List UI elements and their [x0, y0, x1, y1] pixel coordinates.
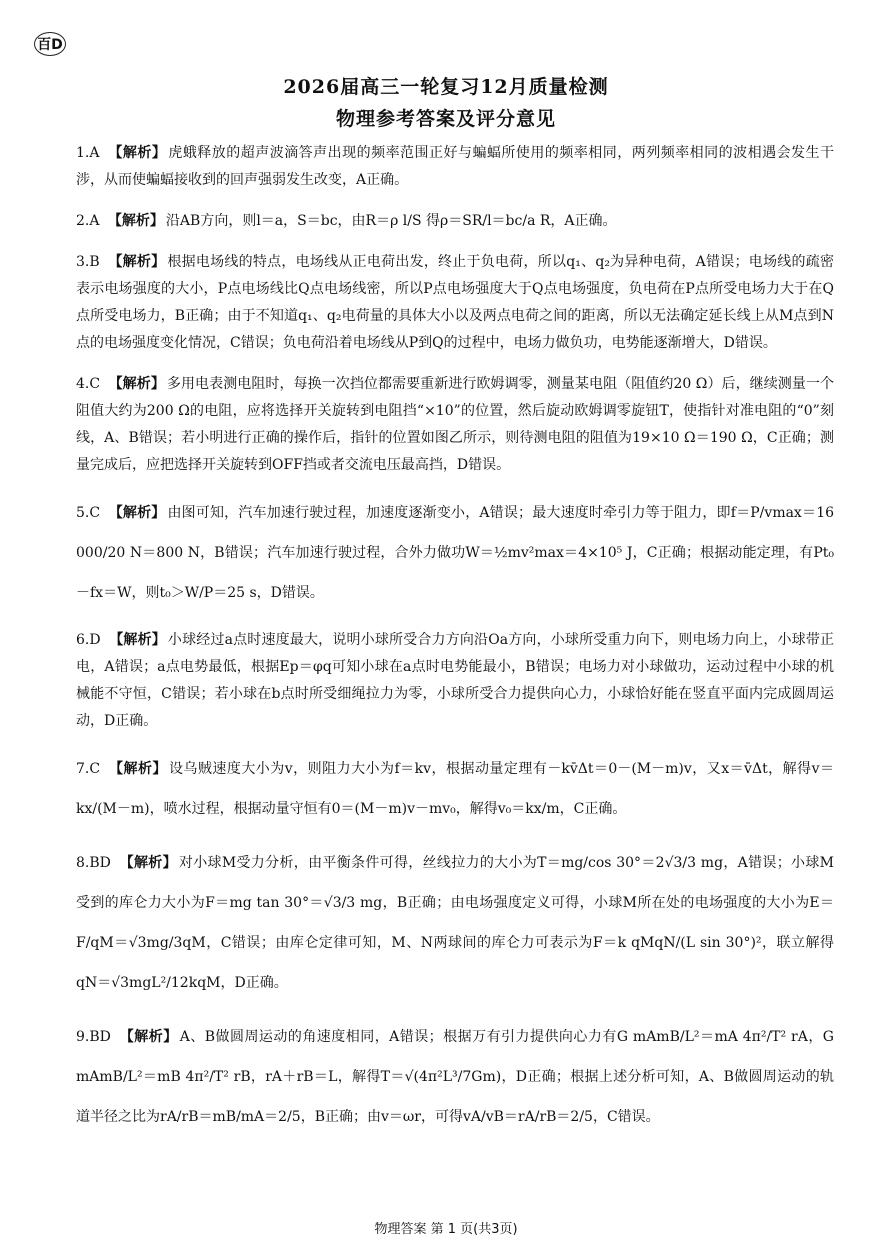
- analysis-tag: 【解析】: [119, 855, 177, 871]
- answer-item-6: [76, 627, 834, 735]
- answer-item-3: [76, 249, 834, 357]
- analysis-tag: 【解析】: [107, 213, 164, 229]
- answer-number: 6.D: [76, 632, 101, 648]
- answer-item-8: [76, 843, 834, 1003]
- answer-number: 2.A: [76, 213, 100, 229]
- page-subtitle: 物理参考答案及评分意见: [335, 108, 556, 130]
- analysis-tag: 【解析】: [119, 1029, 178, 1045]
- answer-number: 1.A: [76, 145, 100, 161]
- answer-text: 虎蛾释放的超声波滴答声出现的频率范围正好与蝙蝠所使用的频率相同，两列频率相同的波相遇会发生干涉，从而使蝙蝠接收到的回声强弱发生改变，A正确。: [76, 145, 835, 188]
- analysis-tag: 【解析】: [108, 505, 166, 521]
- answer-number: 9.BD: [76, 1029, 111, 1045]
- page-footer: 物理答案 第 1 页(共3页): [374, 1222, 518, 1237]
- answer-item-1: [76, 140, 834, 194]
- page-title: 2026届高三一轮复习12月质量检测: [283, 76, 609, 98]
- answer-number: 4.C: [76, 376, 101, 392]
- answer-text: 多用电表测电阻时，每换一次挡位都需要重新进行欧姆调零，测量某电阻（阻值约20 Ω）后，继续测量一个阻值大约为200 Ω的电阻，应将选择开关旋转到电阻挡“×10”的位置，然后旋动欧姆调零旋钮T，使指针对准电阻的“0”刻线，A、B错误；若小明进行正确的操作后，指针的位置如图乙所示，则待测电阻的阻值为19×10 Ω＝190 Ω，C正确；测量完成后，应把选择开关旋转到OFF挡或者交流电压最高挡，D错误。: [76, 376, 835, 473]
- answer-text: A、B做圆周运动的角速度相同，A错误；根据万有引力提供向心力有G mAmB/L²＝mA 4π²/T² rA，G mAmB/L²＝mB 4π²/T² rB，rA＋rB＝L，解得T＝√(4π²L³/7Gm)，D正确；根据上述分析可知，A、B做圆周运动的轨道半径之比为rA/rB＝mB/mA＝2/5，B正确；由v＝ωr，可得vA/vB＝rA/rB＝2/5，C错误。: [76, 1029, 834, 1125]
- analysis-tag: 【解析】: [108, 376, 165, 392]
- answer-item-4: [76, 371, 834, 479]
- answer-item-7: [76, 749, 834, 829]
- publisher-logo: 百D: [34, 32, 66, 56]
- answer-item-2: [76, 208, 834, 235]
- answer-text: 对小球M受力分析，由平衡条件可得，丝线拉力的大小为T＝mg/cos 30°＝2√3/3 mg，A错误；小球M受到的库仑力大小为F＝mg tan 30°＝√3/3 mg，B正确；由电场强度定义可得，小球M所在处的电场强度的大小为E＝F/qM＝√3mg/3qM，C错误；由库仑定律可知，M、N两球间的库仑力可表示为F＝k qMqN/(L sin 30°)²，联立解得qN＝√3mgL²/12kqM，D正确。: [76, 855, 834, 991]
- analysis-tag: 【解析】: [108, 254, 166, 270]
- answer-item-9: [76, 1017, 834, 1137]
- answer-text: 由图可知，汽车加速行驶过程，加速度逐渐变小，A错误；最大速度时牵引力等于阻力，即f＝P/vmax＝16 000/20 N＝800 N，B错误；汽车加速行驶过程，合外力做功W＝½mv²max＝4×10⁵ J，C正确；根据动能定理，有Pt₀－fx＝W，则t₀＞W/P＝25 s，D错误。: [76, 505, 835, 601]
- answer-text: 设乌贼速度大小为v，则阻力大小为f＝kv，根据动量定理有－kv̄Δt＝0－(M－m)v，又x＝v̄Δt，解得v＝kx/(M－m)，喷水过程，根据动量守恒有0＝(M－m)v－mv₀，解得v₀＝kx/m，C正确。: [76, 761, 835, 817]
- answer-number: 3.B: [76, 254, 100, 270]
- analysis-tag: 【解析】: [108, 145, 167, 161]
- answer-text: 根据电场线的特点，电场线从正电荷出发，终止于负电荷，所以q₁、q₂为异种电荷，A错误；电场线的疏密表示电场强度的大小，P点电场线比Q点电场线密，所以P点电场强度大于Q点电场强度，负电荷在P点所受电场力大于在Q点所受电场力，B正确；由于不知道q₁、q₂电荷量的具体大小以及两点电荷之间的距离，所以无法确定延长线上从M点到N点的电场强度变化情况，C错误；负电荷沿着电场线从P到Q的过程中，电场力做负功，电势能逐渐增大，D错误。: [76, 254, 835, 351]
- answer-text: 小球经过a点时速度最大，说明小球所受合力方向沿Oa方向，小球所受重力向下，则电场力向上，小球带正电，A错误；a点电势最低，根据Ep＝φq可知小球在a点时电势能最小，B错误；电场力对小球做功，运动过程中小球的机械能不守恒，C错误；若小球在b点时所受细绳拉力为零，小球所受合力提供向心力，小球恰好能在竖直平面内完成圆周运动，D正确。: [76, 632, 835, 729]
- answer-number: 5.C: [76, 505, 101, 521]
- analysis-tag: 【解析】: [109, 761, 167, 777]
- answer-number: 7.C: [76, 761, 101, 777]
- answer-text: 沿AB方向，则l＝a，S＝bc，由R＝ρ l/S 得ρ＝SR/l＝bc/a R，A正确。: [165, 213, 617, 229]
- answer-number: 8.BD: [76, 855, 111, 871]
- answer-list: [76, 140, 834, 1151]
- analysis-tag: 【解析】: [109, 632, 166, 648]
- answer-item-5: [76, 493, 834, 613]
